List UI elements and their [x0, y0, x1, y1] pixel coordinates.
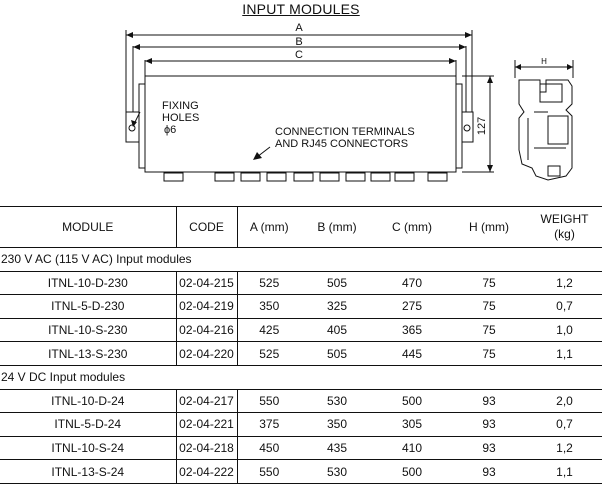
header-module: MODULE [0, 207, 176, 248]
table-row [0, 318, 602, 342]
cell-code: 02-04-221 [176, 413, 237, 437]
cell-b: 505 [301, 271, 373, 295]
header-h: H (mm) [451, 207, 527, 248]
cell-b: 530 [301, 460, 373, 484]
cell-weight: 0,7 [527, 413, 602, 437]
connector-block [241, 173, 260, 181]
cell-h: 75 [451, 342, 527, 366]
cell-b: 325 [301, 295, 373, 319]
cell-h: 75 [451, 318, 527, 342]
cell-a: 550 [237, 460, 301, 484]
cell-b: 435 [301, 436, 373, 460]
connection-label-line1: CONNECTION TERMINALS [275, 126, 415, 138]
fixing-holes-label-line3: ϕ6 [164, 124, 177, 136]
cell-code: 02-04-218 [176, 436, 237, 460]
connector-block [346, 173, 365, 181]
cell-module: ITNL-5-D-230 [0, 295, 176, 319]
module-body-outline [145, 76, 456, 172]
cell-c: 470 [373, 271, 451, 295]
cell-b: 505 [301, 342, 373, 366]
group-label: 24 V DC Input modules [0, 365, 602, 389]
dim-h-label: H [541, 57, 547, 66]
table-row [0, 413, 602, 437]
cell-h: 75 [451, 271, 527, 295]
fixing-holes-label-line2: HOLES [162, 112, 200, 124]
cell-module: ITNL-5-D-24 [0, 413, 176, 437]
cell-c: 500 [373, 389, 451, 413]
cell-a: 425 [237, 318, 301, 342]
module-technical-drawing [0, 0, 602, 206]
connector-block [215, 173, 234, 181]
header-weight-line2: (kg) [554, 227, 575, 241]
group-row [0, 365, 602, 389]
header-b: B (mm) [301, 207, 373, 248]
cell-h: 93 [451, 389, 527, 413]
cell-c: 275 [373, 295, 451, 319]
group-row [0, 248, 602, 272]
cell-module: ITNL-10-S-24 [0, 436, 176, 460]
connector-row [164, 173, 447, 181]
header-weight-line1: WEIGHT [540, 212, 589, 226]
page-title: INPUT MODULES [242, 1, 360, 17]
cell-b: 405 [301, 318, 373, 342]
cell-code: 02-04-215 [176, 271, 237, 295]
cell-code: 02-04-222 [176, 460, 237, 484]
connector-block [395, 173, 414, 181]
cell-weight: 1,0 [527, 318, 602, 342]
cell-module: ITNL-13-S-24 [0, 460, 176, 484]
cell-h: 93 [451, 460, 527, 484]
cell-weight: 1,1 [527, 460, 602, 484]
cell-module: ITNL-10-S-230 [0, 318, 176, 342]
connector-block [294, 173, 313, 181]
cell-module: ITNL-13-S-230 [0, 342, 176, 366]
cell-code: 02-04-217 [176, 389, 237, 413]
table-row [0, 295, 602, 319]
dim-c-label: C [295, 49, 303, 61]
table-header-row [0, 207, 602, 248]
cell-a: 375 [237, 413, 301, 437]
connector-block [428, 173, 447, 181]
cell-c: 410 [373, 436, 451, 460]
dim-b-label: B [295, 36, 303, 48]
left-bracket [126, 112, 139, 142]
cell-a: 525 [237, 271, 301, 295]
header-code: CODE [176, 207, 237, 248]
cell-b: 350 [301, 413, 373, 437]
table-row [0, 271, 602, 295]
dim-a-label: A [295, 22, 303, 34]
cell-c: 445 [373, 342, 451, 366]
cell-c: 305 [373, 413, 451, 437]
group-label: 230 V AC (115 V AC) Input modules [0, 248, 602, 272]
connector-block [371, 173, 390, 181]
table-row [0, 389, 602, 413]
cell-a: 350 [237, 295, 301, 319]
cell-b: 530 [301, 389, 373, 413]
connector-block [164, 173, 183, 181]
table-row [0, 342, 602, 366]
cell-weight: 1,2 [527, 436, 602, 460]
cell-c: 365 [373, 318, 451, 342]
cell-code: 02-04-219 [176, 295, 237, 319]
cell-weight: 2,0 [527, 389, 602, 413]
cell-code: 02-04-216 [176, 318, 237, 342]
connector-block [320, 173, 339, 181]
cell-h: 93 [451, 413, 527, 437]
fixing-holes-label-line1: FIXING [162, 100, 199, 112]
cell-weight: 1,2 [527, 271, 602, 295]
cell-code: 02-04-220 [176, 342, 237, 366]
dim-height-label: 127 [476, 116, 488, 136]
cell-module: ITNL-10-D-24 [0, 389, 176, 413]
cell-module: ITNL-10-D-230 [0, 271, 176, 295]
cell-weight: 0,7 [527, 295, 602, 319]
cell-a: 550 [237, 389, 301, 413]
cell-h: 93 [451, 436, 527, 460]
header-weight [527, 207, 602, 248]
cell-weight: 1,1 [527, 342, 602, 366]
header-a: A (mm) [237, 207, 301, 248]
cell-c: 500 [373, 460, 451, 484]
connection-label-line2: AND RJ45 CONNECTORS [275, 138, 409, 150]
cell-a: 525 [237, 342, 301, 366]
side-view-outline [519, 80, 572, 180]
cell-h: 75 [451, 295, 527, 319]
dimensions-table [0, 206, 602, 484]
header-c: C (mm) [373, 207, 451, 248]
table-row [0, 436, 602, 460]
cell-a: 450 [237, 436, 301, 460]
right-fixing-hole [464, 125, 470, 131]
connector-block [267, 173, 286, 181]
table-row [0, 460, 602, 484]
left-fixing-hole [129, 125, 135, 131]
